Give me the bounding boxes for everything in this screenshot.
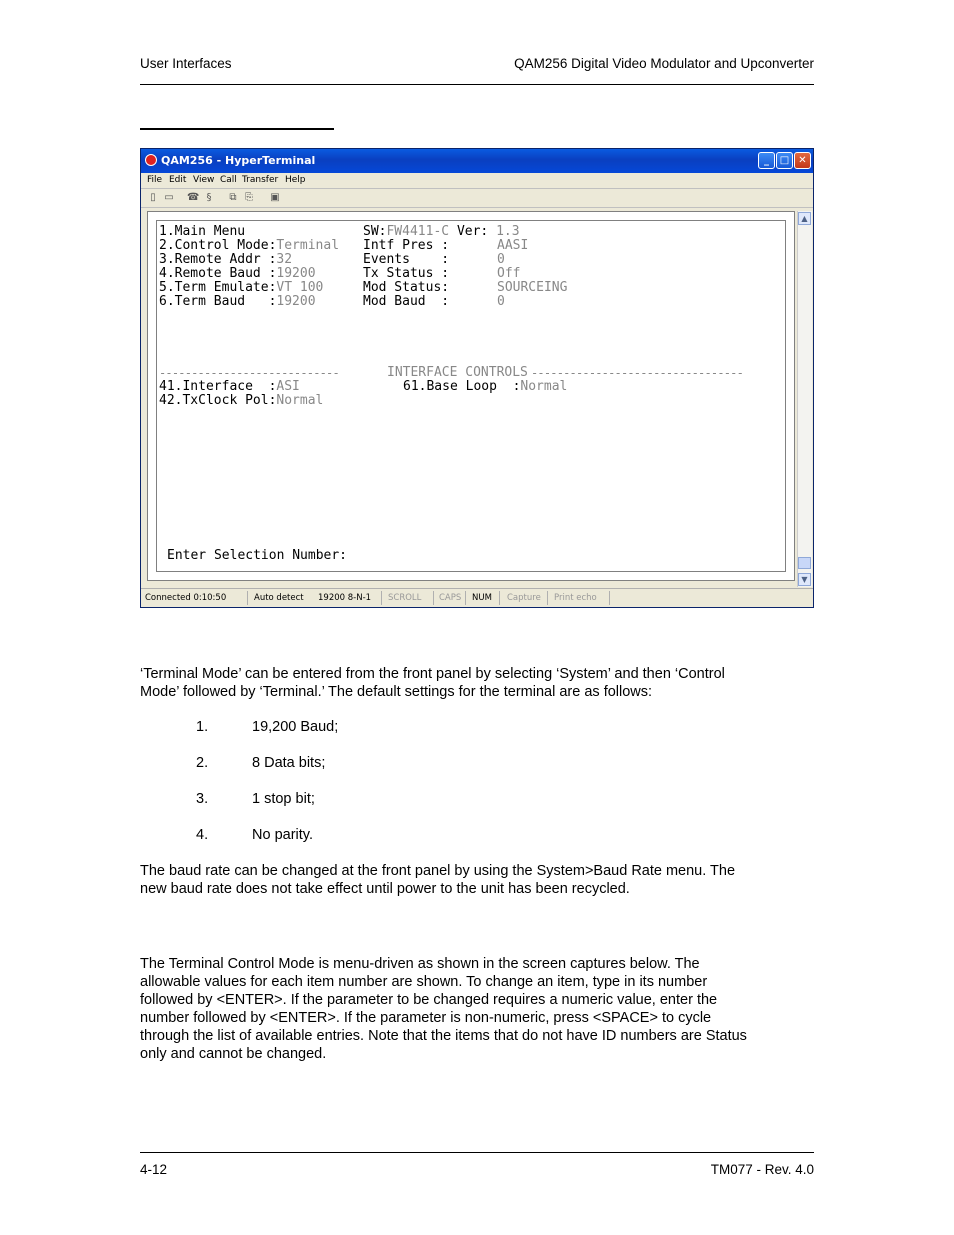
receive-file-icon[interactable]: ⎘	[245, 192, 253, 203]
control-41-interface: 41.Interface :ASI	[159, 379, 300, 394]
disconnect-icon[interactable]: §	[206, 192, 212, 203]
intro-paragraph: ‘Terminal Mode’ can be entered from the front panel by selecting ‘System’ and then ‘Control Mode’ followed by ‘Terminal.’ The default settings for the terminal are as follows:	[140, 666, 725, 700]
connect-phone-icon[interactable]: ☎	[187, 192, 200, 203]
terminal-pane[interactable]	[147, 211, 795, 581]
baud-rate-paragraph: The baud rate can be changed at the front panel by using the System>Baud Rate menu. The new baud rate does not take effect until power to the unit has been recycled.	[140, 863, 736, 897]
menu-bar	[141, 173, 813, 188]
footer-rule	[140, 1152, 814, 1153]
close-button[interactable]: ✕	[794, 152, 811, 169]
software-version: SW:FW4411-C Ver: 1.3	[363, 224, 520, 239]
status-mod-status-value: SOURCEING	[497, 280, 568, 295]
section-title-interface-controls: INTERFACE CONTROLS	[387, 365, 528, 380]
scroll-up-icon[interactable]: ▲	[798, 212, 811, 225]
window-title: QAM256 - HyperTerminal	[161, 154, 316, 167]
control-mode-paragraph: The Terminal Control Mode is menu-driven as shown in the screen captures below. The allowable values for each item number are shown. To change an item, type in its number followed by <ENTER>. If the parameter to be changed requires a numeric value, enter the number followed by <ENTER>. If the parameter is non-numeric, press <SPACE> to cycle through the list of available entries. Note that the items that do not have ID numbers are Status only and cannot be changed.	[140, 956, 747, 1062]
minimize-button[interactable]: _	[758, 152, 775, 169]
terminal-screen	[156, 220, 786, 572]
menu-transfer[interactable]: Transfer	[242, 175, 279, 185]
status-tx-status: Tx Status :	[363, 266, 450, 281]
maximize-button[interactable]: □	[776, 152, 793, 169]
menu-help[interactable]: Help	[285, 175, 306, 185]
status-caps: CAPS	[439, 593, 462, 603]
status-num: NUM	[472, 593, 492, 603]
status-print-echo: Print echo	[554, 593, 597, 603]
status-connected: Connected 0:10:50	[145, 593, 227, 603]
toolbar	[141, 188, 813, 208]
list-item: 19,200 Baud;	[252, 719, 339, 735]
status-mod-baud: Mod Baud :	[363, 294, 450, 309]
list-item: 1 stop bit;	[252, 791, 315, 807]
list-item-number: 1.	[196, 719, 209, 735]
status-port-settings: 19200 8-N-1	[318, 593, 372, 603]
menu-edit[interactable]: Edit	[169, 175, 187, 185]
status-auto-detect: Auto detect	[254, 593, 304, 603]
status-events-value: 0	[497, 252, 505, 267]
hyperterminal-icon	[145, 154, 157, 166]
list-item-number: 4.	[196, 827, 209, 843]
control-61-base-loop: 61.Base Loop :Normal	[403, 379, 568, 394]
menu-item-remote-baud: 4.Remote Baud :19200	[159, 266, 316, 281]
hyperterminal-window	[140, 148, 814, 608]
status-mod-status: Mod Status:	[363, 280, 450, 295]
page-number: 4-12	[140, 1162, 168, 1177]
properties-icon[interactable]: ▣	[270, 192, 280, 203]
menu-item-main-menu: 1.Main Menu	[159, 224, 246, 239]
section-divider-right: ---------------------------------	[531, 366, 744, 380]
section-divider-left: ----------------------------	[159, 366, 339, 380]
header-rule	[140, 84, 814, 85]
menu-file[interactable]: File	[147, 175, 163, 185]
open-folder-icon[interactable]: ▭	[164, 192, 174, 203]
list-item: 8 Data bits;	[252, 755, 326, 771]
window-titlebar	[141, 149, 813, 173]
scroll-down-icon[interactable]: ▼	[798, 573, 811, 586]
list-item: No parity.	[252, 827, 313, 843]
send-file-icon[interactable]: ⧉	[229, 192, 237, 203]
vertical-scrollbar[interactable]	[797, 211, 812, 587]
menu-item-term-baud: 6.Term Baud :19200	[159, 294, 316, 309]
section-heading-underline	[140, 128, 334, 130]
status-tx-status-value: Off	[497, 266, 521, 281]
status-events: Events :	[363, 252, 450, 267]
menu-call[interactable]: Call	[220, 175, 237, 185]
control-42-txclock-pol: 42.TxClock Pol:Normal	[159, 393, 324, 408]
list-item-number: 3.	[196, 791, 209, 807]
status-capture: Capture	[507, 593, 541, 603]
status-scroll: SCROLL	[388, 593, 422, 603]
document-revision: TM077 - Rev. 4.0	[710, 1162, 814, 1177]
menu-item-remote-addr: 3.Remote Addr :32	[159, 252, 293, 267]
status-mod-baud-value: 0	[497, 294, 505, 309]
menu-view[interactable]: View	[193, 175, 215, 185]
status-bar	[141, 588, 813, 607]
header-right: QAM256 Digital Video Modulator and Upconverter	[514, 56, 814, 71]
scroll-thumb[interactable]	[798, 557, 811, 569]
menu-item-control-mode: 2.Control Mode:Terminal	[159, 238, 340, 253]
status-intf-pres: Intf Pres :	[363, 238, 450, 253]
new-connection-icon[interactable]: ▯	[150, 192, 156, 203]
status-intf-pres-value: AASI	[497, 238, 529, 253]
selection-prompt: Enter Selection Number:	[167, 548, 348, 563]
header-left: User Interfaces	[140, 56, 232, 71]
menu-item-term-emulate: 5.Term Emulate:VT 100	[159, 280, 324, 295]
list-item-number: 2.	[196, 755, 209, 771]
